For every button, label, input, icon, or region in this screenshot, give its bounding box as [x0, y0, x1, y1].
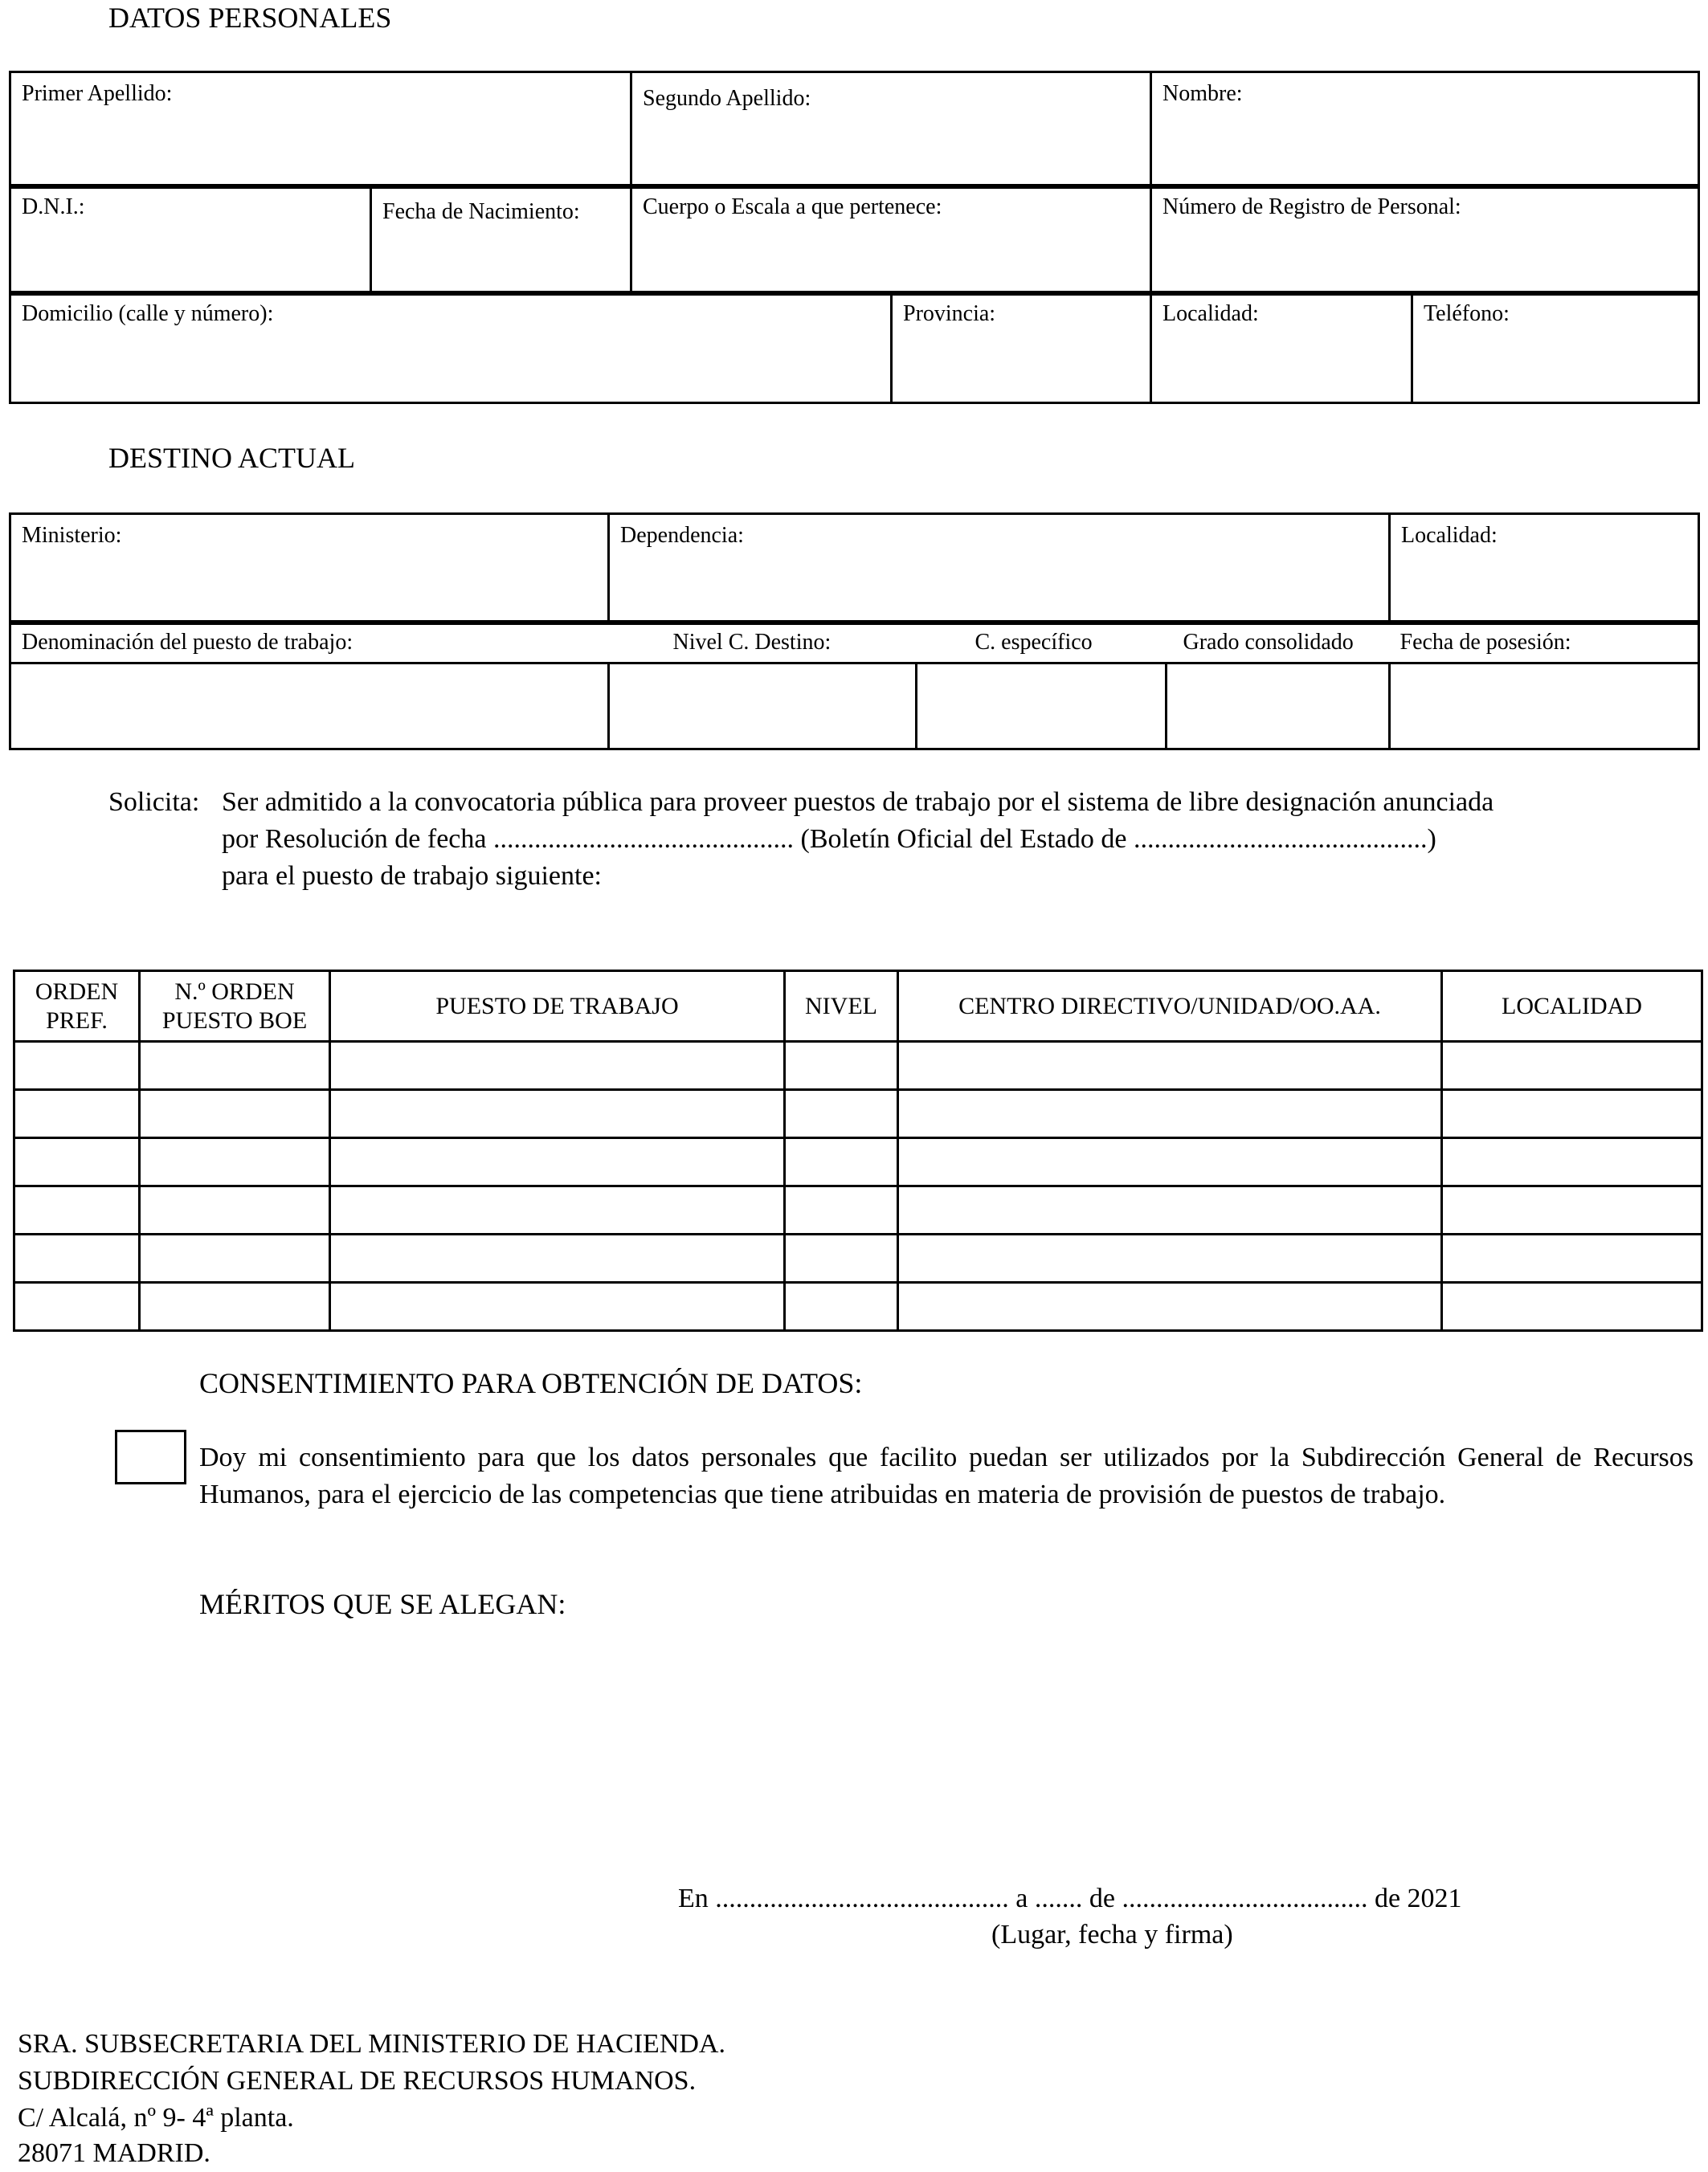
- personal-data-table-row3: [9, 291, 1700, 404]
- header-puesto: PUESTO DE TRABAJO: [330, 971, 785, 1042]
- table-cell[interactable]: [898, 1138, 1442, 1186]
- posesion-field[interactable]: [1390, 663, 1699, 749]
- table-row: [14, 1090, 1702, 1138]
- ministerio-field[interactable]: [10, 514, 609, 624]
- solicita-label: Solicita:: [108, 787, 200, 817]
- nombre-field[interactable]: [1151, 72, 1699, 188]
- header-localidad: LOCALIDAD: [1442, 971, 1702, 1042]
- table-cell[interactable]: [1442, 1283, 1702, 1331]
- nrp-field[interactable]: [1151, 186, 1699, 295]
- domicilio-label: Domicilio (calle y número):: [22, 301, 274, 326]
- dependencia-field[interactable]: [609, 514, 1390, 624]
- grado-field[interactable]: [1167, 663, 1390, 749]
- table-row: [14, 1186, 1702, 1235]
- table-row: [14, 1138, 1702, 1186]
- nombre-label: Nombre:: [1163, 81, 1243, 106]
- table-cell[interactable]: [330, 1235, 785, 1283]
- table-cell[interactable]: [785, 1186, 898, 1235]
- header-orden-pref: ORDEN PREF.: [14, 971, 140, 1042]
- fecha-nacimiento-label: Fecha de Nacimiento:: [382, 199, 580, 224]
- denominacion-header: [10, 622, 609, 663]
- localidad-field[interactable]: [1151, 292, 1412, 403]
- telefono-label: Teléfono:: [1424, 301, 1510, 326]
- table-cell[interactable]: [785, 1235, 898, 1283]
- table-cell[interactable]: [140, 1235, 330, 1283]
- posesion-label: Fecha de posesión:: [1399, 630, 1571, 655]
- table-cell[interactable]: [140, 1283, 330, 1331]
- table-cell[interactable]: [330, 1138, 785, 1186]
- header-nivel: NIVEL: [785, 971, 898, 1042]
- grado-label: Grado consolidado: [1183, 630, 1354, 655]
- table-cell[interactable]: [898, 1283, 1442, 1331]
- dni-field[interactable]: [10, 186, 371, 295]
- segundo-apellido-field[interactable]: [631, 72, 1151, 188]
- personal-section-title: DATOS PERSONALES: [108, 2, 392, 34]
- table-cell[interactable]: [14, 1186, 140, 1235]
- header-orden-boe: N.º ORDEN PUESTO BOE: [140, 971, 330, 1042]
- posesion-header: [1390, 622, 1699, 663]
- table-cell[interactable]: [14, 1090, 140, 1138]
- table-cell[interactable]: [785, 1283, 898, 1331]
- consent-checkbox[interactable]: [115, 1430, 186, 1484]
- table-cell[interactable]: [14, 1138, 140, 1186]
- dependencia-label: Dependencia:: [620, 523, 744, 548]
- table-cell[interactable]: [898, 1042, 1442, 1090]
- meritos-title: MÉRITOS QUE SE ALEGAN:: [199, 1588, 566, 1620]
- table-cell[interactable]: [785, 1090, 898, 1138]
- grado-header: [1167, 622, 1390, 663]
- destino-localidad-label: Localidad:: [1401, 523, 1498, 548]
- table-row: [14, 1042, 1702, 1090]
- personal-data-table-row2: [9, 184, 1700, 296]
- table-cell[interactable]: [1442, 1138, 1702, 1186]
- table-cell[interactable]: [140, 1042, 330, 1090]
- especifico-header: [917, 622, 1167, 663]
- table-row: [14, 1283, 1702, 1331]
- provincia-label: Provincia:: [903, 301, 996, 326]
- destino-puesto-table: [9, 620, 1700, 750]
- firma-caption: (Lugar, fecha y firma): [991, 1920, 1233, 1949]
- table-cell[interactable]: [1442, 1090, 1702, 1138]
- especifico-field[interactable]: [917, 663, 1167, 749]
- nivel-label: Nivel C. Destino:: [672, 630, 832, 655]
- solicita-line1: Ser admitido a la convocatoria pública para proveer puestos de trabajo por el sistema de libre designación anunciada: [222, 787, 1494, 817]
- primer-apellido-label: Primer Apellido:: [22, 81, 173, 106]
- provincia-field[interactable]: [892, 292, 1151, 403]
- header-centro: CENTRO DIRECTIVO/UNIDAD/OO.AA.: [898, 971, 1442, 1042]
- cuerpo-escala-field[interactable]: [631, 186, 1151, 295]
- table-cell[interactable]: [140, 1138, 330, 1186]
- table-cell[interactable]: [140, 1090, 330, 1138]
- table-cell[interactable]: [14, 1283, 140, 1331]
- consentimiento-title: CONSENTIMIENTO PARA OBTENCIÓN DE DATOS:: [199, 1367, 863, 1399]
- ministerio-label: Ministerio:: [22, 523, 122, 548]
- destinatario-line3: C/ Alcalá, nº 9- 4ª planta.: [18, 2103, 294, 2133]
- table-cell[interactable]: [330, 1186, 785, 1235]
- table-cell[interactable]: [1442, 1186, 1702, 1235]
- table-row: [14, 1235, 1702, 1283]
- table-cell[interactable]: [898, 1186, 1442, 1235]
- puestos-header-row: [14, 971, 1702, 1042]
- firma-line: En ........................................... a ....... de .................................... de 2021: [678, 1884, 1462, 1913]
- table-cell[interactable]: [330, 1042, 785, 1090]
- destino-table: [9, 512, 1700, 625]
- table-cell[interactable]: [898, 1090, 1442, 1138]
- segundo-apellido-label: Segundo Apellido:: [643, 86, 811, 111]
- table-cell[interactable]: [898, 1235, 1442, 1283]
- telefono-field[interactable]: [1412, 292, 1699, 403]
- domicilio-field[interactable]: [10, 292, 892, 403]
- puestos-table: [13, 970, 1703, 1332]
- table-cell[interactable]: [14, 1235, 140, 1283]
- denominacion-field[interactable]: [10, 663, 609, 749]
- dni-label: D.N.I.:: [22, 194, 85, 219]
- table-cell[interactable]: [785, 1138, 898, 1186]
- destino-section-title: DESTINO ACTUAL: [108, 442, 355, 474]
- table-cell[interactable]: [140, 1186, 330, 1235]
- table-cell[interactable]: [1442, 1042, 1702, 1090]
- especifico-label: C. específico: [975, 630, 1093, 655]
- destinatario-line2: SUBDIRECCIÓN GENERAL DE RECURSOS HUMANOS.: [18, 2066, 697, 2096]
- solicita-line3: para el puesto de trabajo siguiente:: [222, 861, 602, 891]
- primer-apellido-field[interactable]: [10, 72, 631, 188]
- destino-localidad-field[interactable]: [1390, 514, 1699, 624]
- solicita-line2: por Resolución de fecha ............................................ (Boletín Oficial del Estado de ...........................................): [222, 824, 1436, 854]
- destinatario-line4: 28071 MADRID.: [18, 2138, 210, 2168]
- table-cell[interactable]: [1442, 1235, 1702, 1283]
- table-cell[interactable]: [785, 1042, 898, 1090]
- denominacion-label: Denominación del puesto de trabajo:: [22, 630, 353, 655]
- destinatario-line1: SRA. SUBSECRETARIA DEL MINISTERIO DE HACIENDA.: [18, 2029, 725, 2059]
- cuerpo-escala-label: Cuerpo o Escala a que pertenece:: [643, 194, 942, 219]
- table-cell[interactable]: [330, 1090, 785, 1138]
- consentimiento-text: Doy mi consentimiento para que los datos personales que facilito puedan ser utilizados por la Subdirección General de Recursos Humanos, para el ejercicio de las competencias que tiene atribuidas en materia de provisión de puestos de trabajo.: [199, 1443, 1694, 1509]
- personal-data-table: [9, 71, 1700, 189]
- nivel-header: [609, 622, 917, 663]
- table-cell[interactable]: [330, 1283, 785, 1331]
- fecha-nacimiento-field[interactable]: [371, 186, 631, 295]
- table-cell[interactable]: [14, 1042, 140, 1090]
- nrp-label: Número de Registro de Personal:: [1163, 194, 1461, 219]
- localidad-label: Localidad:: [1163, 301, 1259, 326]
- nivel-field[interactable]: [609, 663, 917, 749]
